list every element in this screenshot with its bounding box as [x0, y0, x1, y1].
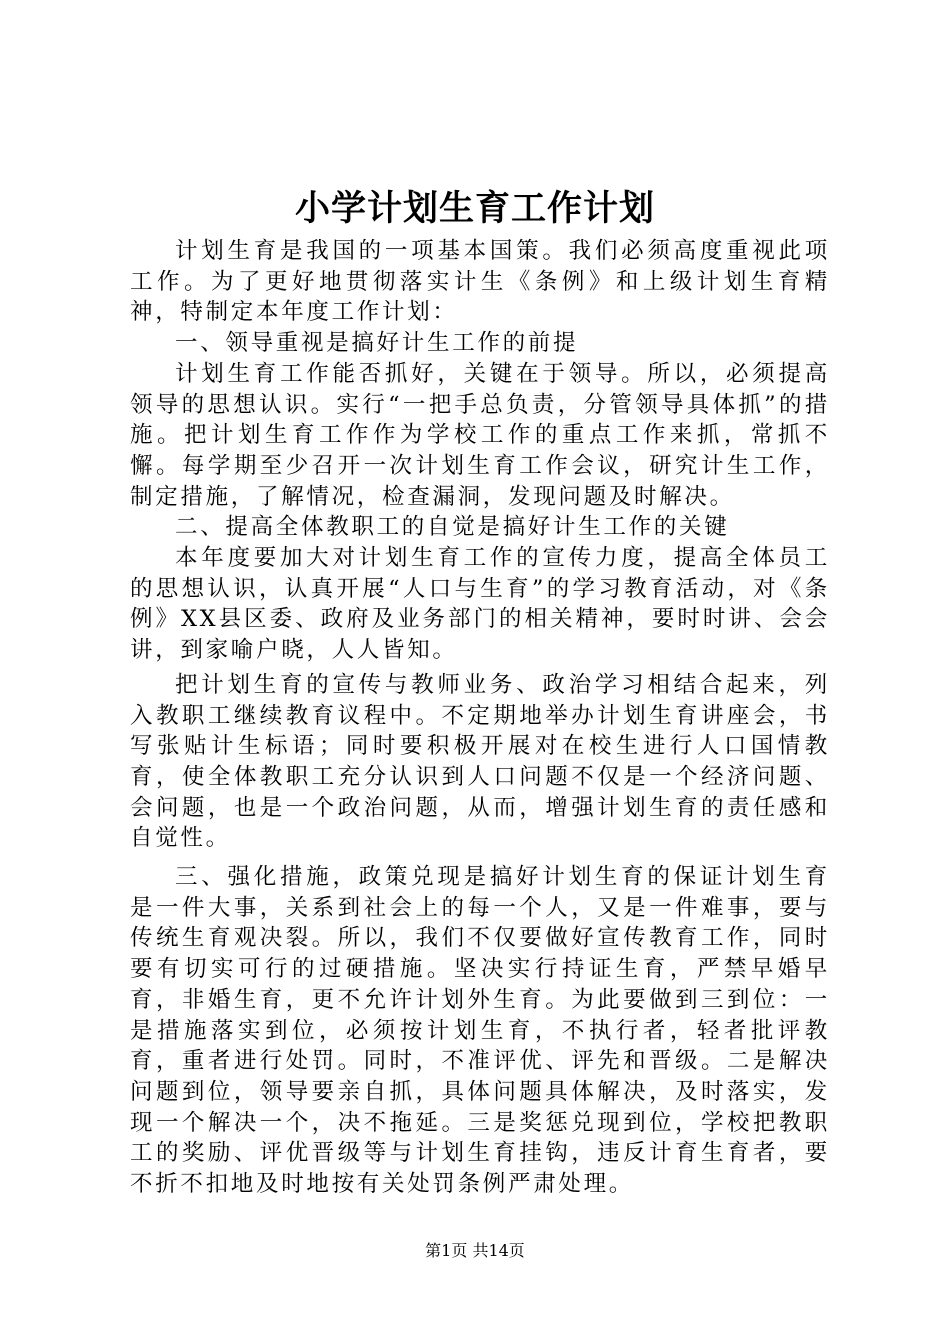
document-body	[130, 236, 830, 1200]
section-2-paragraph-1: 本年度要加大对计划生育工作的宣传力度，提高全体员工的思想认识，认真开展“人口与生育”的学习教育活动，对《条例》XX县区委、政府及业务部门的相关精神，要时时讲、会会讲，到家喻户晓，人人皆知。	[130, 545, 830, 664]
section-heading-1: 一、领导重视是搞好计生工作的前提	[175, 330, 579, 357]
document-title: 小学计划生育工作计划	[294, 189, 655, 229]
section-2-paragraph-2: 把计划生育的宣传与教师业务、政治学习相结合起来，列入教职工继续教育议程中。不定期地举办计划生育讲座会，书写张贴计生标语；同时要积极开展对在校生进行人口国情教育，使全体教职工充分认识到人口问题不仅是一个经济问题、会问题，也是一个政治问题，从而，增强计划生育的责任感和自觉性。	[130, 671, 830, 852]
intro-paragraph: 计划生育是我国的一项基本国策。我们必须高度重视此项工作。为了更好地贯彻落实计生《条例》和上级计划生育精神，特制定本年度工作计划：	[130, 238, 830, 326]
section-heading-2: 二、提高全体教职工的自觉是搞好计生工作的关键	[175, 514, 730, 541]
page-number: 第1页 共14页	[425, 1241, 525, 1260]
section-1-paragraph: 计划生育工作能否抓好，关键在于领导。所以，必须提高领导的思想认识。实行“一把手总负责，分管领导具体抓”的措施。把计划生育工作作为学校工作的重点工作来抓，常抓不懈。每学期至少召开一次计划生育工作会议，研究计生工作，制定措施，了解情况，检查漏洞，发现问题及时解决。	[130, 360, 830, 510]
section-3-paragraph: 三、强化措施，政策兑现是搞好计划生育的保证计划生育是一件大事，关系到社会上的每一个人，又是一件难事，要与传统生育观决裂。所以，我们不仅要做好宣传教育工作，同时要有切实可行的过硬措施。坚决实行持证生育，严禁早婚早育，非婚生育，更不允许计划外生育。为此要做到三到位：一是措施落实到位，必须按计划生育，不执行者，轻者批评教育，重者进行处罚。同时，不准评优、评先和晋级。二是解决问题到位，领导要亲自抓，具体问题具体解决，及时落实，发现一个解决一个，决不拖延。三是奖惩兑现到位，学校把教职工的奖励、评优晋级等与计划生育挂钩，违反计育生育者，要不折不扣地及时地按有关处罚条例严肃处理。	[130, 864, 830, 1198]
